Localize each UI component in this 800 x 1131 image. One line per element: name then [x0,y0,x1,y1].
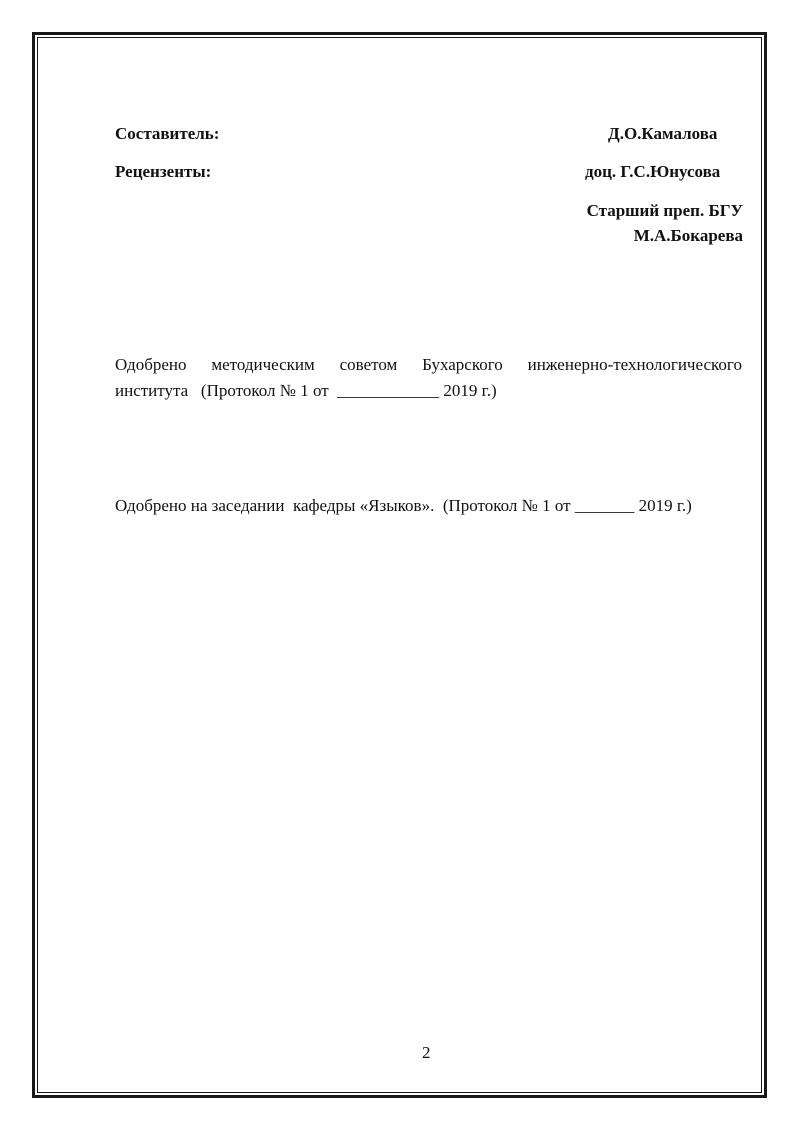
approval-1-word: Одобрено [115,355,187,374]
approval-1-line-1 [115,355,742,375]
approval-1-word: методическим [211,355,315,374]
reviewer-2-title: Старший преп. БГУ [586,201,743,220]
compiler-label: Составитель: [115,124,220,143]
reviewer-2-name: М.А.Бокарева [633,226,743,245]
page-number: 2 [422,1043,431,1062]
reviewers-label: Рецензенты: [115,162,212,181]
approval-1-word: советом [339,355,398,374]
approval-1-word: Бухарского [422,355,503,374]
approval-1-word: инженерно-технологического [527,355,742,374]
compiler-name: Д.О.Камалова [608,124,718,143]
approval-1-line-2: института (Протокол № 1 от ____________ 2019 г.) [115,381,497,400]
reviewer-1: доц. Г.С.Юнусова [585,162,721,181]
approval-2-text: Одобрено на заседании кафедры «Языков». (Протокол № 1 от _______ 2019 г.) [115,496,692,515]
page-border-inner [37,37,762,1093]
